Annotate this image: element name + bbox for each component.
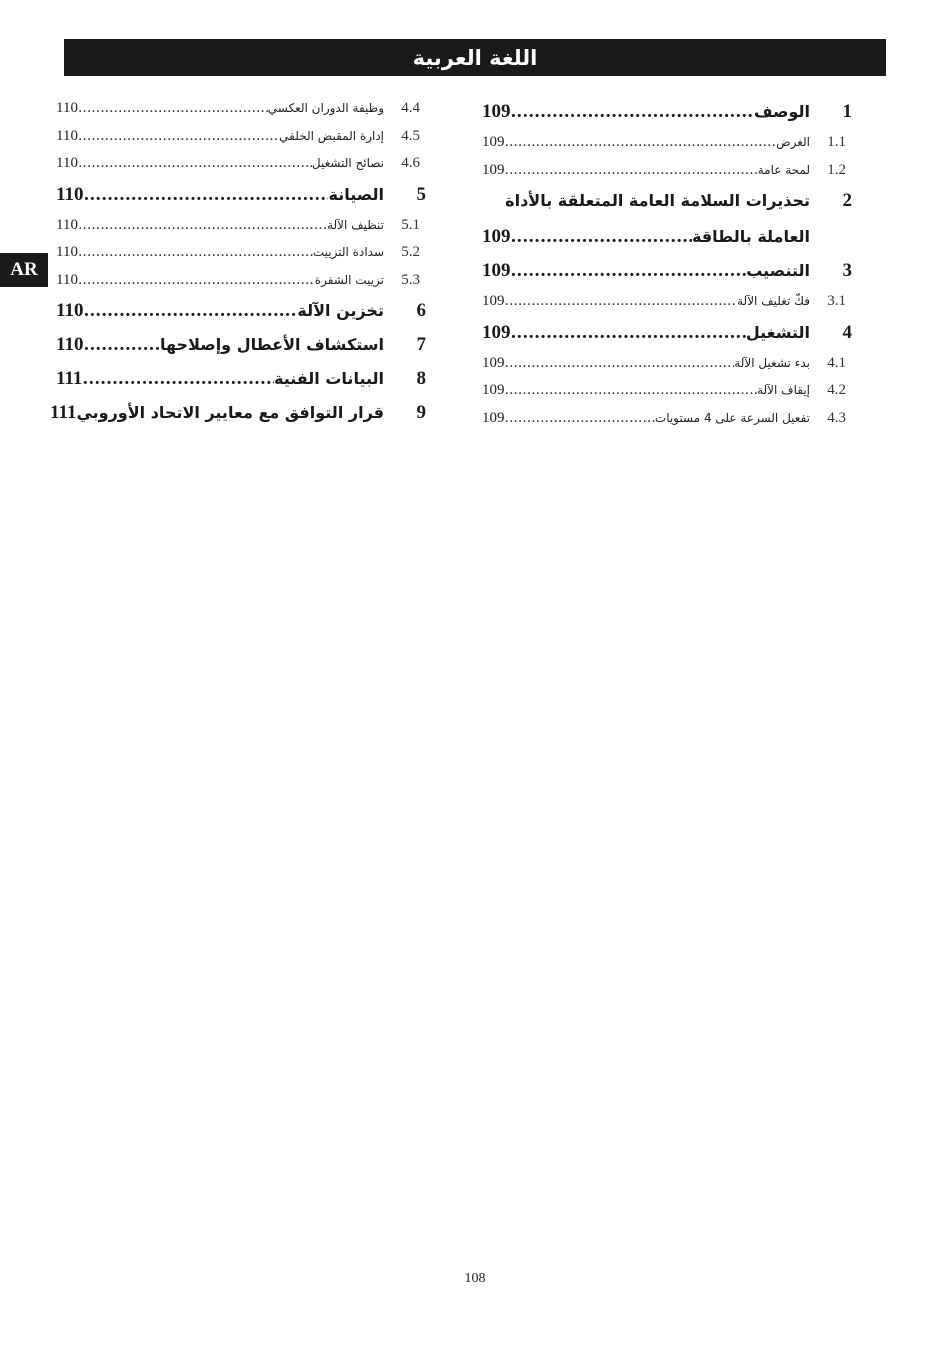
section-number: 1 xyxy=(842,101,852,122)
leader-dots xyxy=(83,328,160,362)
language-title: اللغة العربية xyxy=(412,45,538,70)
page-ref: 109 xyxy=(482,226,511,247)
section-number: 7 xyxy=(416,334,426,355)
leader-dots xyxy=(505,288,738,315)
page-ref: 111 xyxy=(56,368,83,389)
page-ref: 109 xyxy=(482,134,505,150)
toc-entry[interactable] xyxy=(482,254,854,288)
leader-dots xyxy=(511,254,747,288)
section-number: 9 xyxy=(416,402,426,423)
leader-dots xyxy=(78,212,327,239)
toc-entry[interactable] xyxy=(482,316,854,350)
leader-dots xyxy=(511,95,754,129)
section-title: نصائح التشغيل xyxy=(311,156,384,170)
section-number: 3 xyxy=(842,260,852,281)
toc-entry[interactable] xyxy=(56,328,428,362)
section-number: 4.1 xyxy=(827,354,846,371)
section-title: فكّ تغليف الآلة xyxy=(737,294,810,308)
toc-entry[interactable] xyxy=(56,150,428,178)
page-ref: 109 xyxy=(482,101,511,122)
page-number: 108 xyxy=(464,1271,486,1286)
toc-entry[interactable] xyxy=(482,405,854,433)
page-ref: 110 xyxy=(56,334,84,355)
page-ref: 110 xyxy=(56,100,78,116)
page-ref: 110 xyxy=(56,300,84,321)
toc-entry[interactable] xyxy=(56,362,428,396)
leader-dots xyxy=(78,150,312,177)
toc-column-left xyxy=(50,95,428,430)
language-code: AR xyxy=(10,259,38,280)
toc-entry[interactable] xyxy=(482,129,854,157)
section-title: التشغيل xyxy=(745,322,810,342)
toc-entry[interactable] xyxy=(482,95,854,129)
leader-dots xyxy=(78,123,279,150)
section-title: إدارة المقبض الخلفي xyxy=(279,128,384,143)
toc-entry[interactable] xyxy=(56,212,428,240)
toc-entry[interactable] xyxy=(50,396,428,430)
section-number: 5.2 xyxy=(401,244,420,260)
section-number: 4.6 xyxy=(401,155,420,171)
page-ref: 109 xyxy=(482,409,505,426)
section-title: سدادة التزييت xyxy=(312,245,384,259)
section-title: الغرض xyxy=(776,135,810,149)
leader-dots xyxy=(505,405,655,432)
page-ref: 109 xyxy=(482,382,505,398)
page-ref: 110 xyxy=(56,271,78,288)
leader-dots xyxy=(505,350,735,377)
section-number: 2 xyxy=(842,190,852,211)
section-title: بدء تشغيل الآلة xyxy=(734,355,810,370)
section-title: لمحة عامة xyxy=(757,162,810,177)
section-number: 4.3 xyxy=(827,409,846,426)
leader-dots xyxy=(78,239,313,266)
section-title: تزييت الشفرة xyxy=(314,272,384,287)
language-header xyxy=(64,39,886,76)
section-title: وظيفة الدوران العكسي xyxy=(267,101,384,115)
leader-dots xyxy=(511,316,746,350)
page-ref: 111 xyxy=(50,402,77,423)
leader-dots xyxy=(78,95,268,122)
toc-column-right xyxy=(482,95,854,432)
page-ref: 110 xyxy=(56,244,78,260)
section-number: 4 xyxy=(842,321,852,343)
page-ref: 110 xyxy=(56,155,78,171)
page-ref: 109 xyxy=(482,354,505,371)
leader-dots xyxy=(505,129,777,156)
page-ref: 109 xyxy=(482,293,505,309)
section-title: البيانات الفنية xyxy=(274,369,384,388)
section-title: تخزين الآلة xyxy=(297,301,384,320)
section-title: قرار التوافق مع معايير الاتحاد الأوروبي xyxy=(76,403,384,422)
section-number: 8 xyxy=(416,368,426,389)
section-title: الصيانة xyxy=(328,184,384,204)
toc-entry[interactable] xyxy=(482,350,854,378)
section-number: 4.2 xyxy=(827,382,846,398)
section-number: 4.4 xyxy=(401,100,420,116)
page-ref: 109 xyxy=(482,161,505,178)
page-ref: 109 xyxy=(482,260,511,281)
section-title: تنظيف الآلة xyxy=(327,217,384,232)
section-number: 1.2 xyxy=(827,161,846,178)
section-number: 5 xyxy=(416,183,426,205)
toc-entry[interactable] xyxy=(482,184,854,254)
section-title: استكشاف الأعطال وإصلاحها xyxy=(159,335,384,354)
toc-entry[interactable] xyxy=(482,288,854,316)
section-title: التنصيب xyxy=(746,261,810,280)
leader-dots xyxy=(505,377,758,404)
section-title: العاملة بالطاقة xyxy=(691,227,810,246)
section-title: تفعيل السرعة على 4 مستويات xyxy=(654,410,810,425)
language-side-tab xyxy=(0,253,48,287)
leader-dots xyxy=(511,220,692,254)
toc-entry[interactable] xyxy=(56,294,428,328)
section-number: 5.1 xyxy=(401,216,420,233)
leader-dots xyxy=(78,267,315,294)
page-ref: 110 xyxy=(56,183,84,205)
page-ref: 109 xyxy=(482,321,511,343)
section-number: 5.3 xyxy=(401,271,420,288)
toc-entry[interactable] xyxy=(482,377,854,405)
toc-entry[interactable] xyxy=(56,95,428,123)
section-number: 4.5 xyxy=(401,127,420,144)
page-ref: 110 xyxy=(56,127,78,144)
toc-entry[interactable] xyxy=(56,178,428,212)
leader-dots xyxy=(505,157,758,184)
section-number: 3.1 xyxy=(827,293,846,309)
leader-dots xyxy=(83,294,297,328)
section-number: 6 xyxy=(416,300,426,321)
section-title-line1: تحذيرات السلامة العامة المتعلقة بالأداة xyxy=(505,191,810,210)
toc-entry[interactable] xyxy=(482,157,854,185)
section-title: الوصف xyxy=(753,102,810,121)
toc-entry[interactable] xyxy=(56,123,428,151)
leader-dots xyxy=(82,362,274,396)
toc-entry[interactable] xyxy=(56,239,428,267)
page-ref: 110 xyxy=(56,216,78,233)
section-number: 1.1 xyxy=(827,134,846,150)
section-title: إيقاف الآلة xyxy=(757,383,810,397)
leader-dots xyxy=(83,178,328,212)
toc-entry[interactable] xyxy=(56,267,428,295)
